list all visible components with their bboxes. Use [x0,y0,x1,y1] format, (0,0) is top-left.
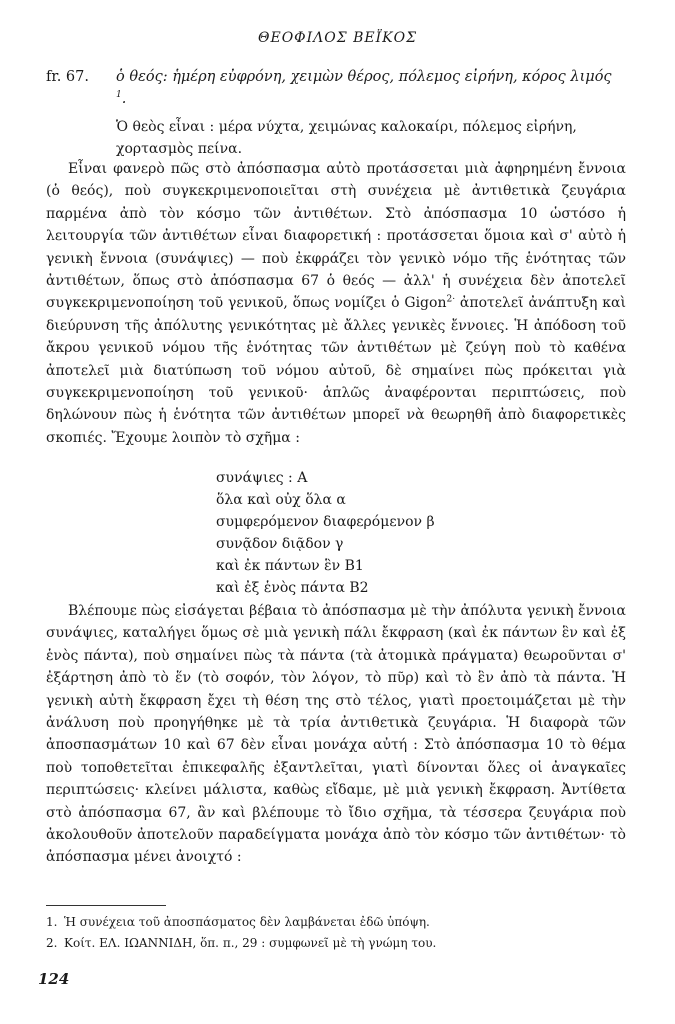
paragraph-1-text-a: Εἶναι φανερὸ πῶς στὸ ἀπόσπασμα αὐτὸ προτάσσεται μιὰ ἀφηρημένη ἔννοια (ὁ θεός), ποὺ συγκεκριμενοποιεῖται στὴ συνέχεια μὲ ἀντιθετικὰ ζευγάρια παρμένα ἀπὸ τὸν κόσμο τῶν ἀντιθέτων. Στὸ ἀπόσπασμα 10 ὡστόσο ἡ λειτουργία τῶν ἀντιθέτων εἶναι διαφορετική : προτάσσεται ὅμοια καὶ σ' αὐτὸ ἡ γενικὴ ἔννοια (συνάψιες) — ποὺ ἐκφράζει τὸν γενικὸ νόμο τῆς ἑνότητας τῶν ἀντιθέτων, ὅπως στὸ ἀπόσπασμα 67 ὁ θεός — ἀλλ' ἡ συνέχεια δὲν ἀποτελεῖ συγκεκριμενοποίηση τοῦ γενικοῦ, ὅπως νομίζει ὁ Gigon [46,161,626,312]
scheme-line: συμφερόμενον διαφερόμενον β [216,514,435,530]
scheme-line: συνάψιες : Α [216,470,308,486]
paragraph-1 [46,158,626,449]
footnote-text: Κοίτ. ΕΛ. ΙΩΑΝΝΙΔΗ, ὅπ. π., 29 : συμφωνεῖ μὲ τὴ γνώμη του. [64,936,437,950]
scheme-line: συνᾷδον διᾷδον γ [216,536,344,552]
paragraph-2-text: Βλέπουμε πὼς εἰσάγεται βέβαια τὸ ἀπόσπασμα μὲ τὴν ἀπόλυτα γενικὴ ἔννοια συνάψιες, καταλήγει ὅμως σὲ μιὰ γενικὴ πάλι ἔκφραση (καὶ ἐκ πάντων ἓν καὶ ἐξ ἑνὸς πάντα), ποὺ σημαίνει πὼς τὰ πάντα (τὰ ἀτομικὰ πράγματα) θεωροῦνται σ' ἐξάρτηση ἀπὸ τὸ ἕν (τὸ σοφόν, τὸν λόγον, τὸ πῦρ) καὶ τὸ ἓν ἀπὸ τὰ πάντα. Ἡ γενικὴ αὐτὴ ἔκφραση ἔχει τὴ θέση της στὸ τέλος, γιατὶ προετοιμάζεται μὲ τὴν ἀνάλυση ποὺ προηγήθηκε μὲ τὰ τρία ἀντιθετικὰ ζευγάρια. Ἡ διαφορὰ τῶν ἀποσπασμάτων 10 καὶ 67 δὲν εἶναι μονάχα αὐτή : Στὸ ἀπόσπασμα 10 τὸ θέμα ποὺ τοποθετεῖται ἐπικεφαλῆς ἐξαντλεῖται, γιατὶ δίνονται ὅλες οἱ ἀναγκαῖες περιπτώσεις· κλείνει μάλιστα, καθὼς εἴδαμε, μὲ μιὰ γενικὴ ἔκφραση. Ἀντίθετα στὸ ἀπόσπασμα 67, ἂν καὶ βλέπουμε τὸ ἴδιο σχῆμα, τὰ τέσσερα ζευγάρια ποὺ ἀκολουθοῦν ἀποτελοῦν παραδείγματα μονάχα ἀπὸ τὸν κόσμο τῶν ἀντιθέτων· τὸ ἀπόσπασμα μένει ἀνοιχτό : [46,603,626,866]
footnote-item [46,912,626,933]
fragment-greek: ὁ θεός: ἡμέρη εὐφρόνη, χειμὼν θέρος, πόλεμος εἰρήνη, κόρος λιμός $^1$. [116,69,612,107]
fragment-block [46,66,626,160]
paragraph-1-text-b: ἀποτελεῖ ἀνάπτυξη καὶ διεύρυνση τῆς ἀπόλυτης γενικότητας μὲ ἄλλες γενικὲς ἔννοιες. Ἡ ἀπόδοση τοῦ ἄκρου γενικοῦ νόμου τῆς ἑνότητας τῶν ἀντιθέτων μὲ ζεύγη ποὺ τὸ καθένα ἀποτελεῖ μιὰ διατύπωση τοῦ νόμου αὐτοῦ, δὲ σημαίνει πὼς πρόκειται γιὰ συγκεκριμενοποίηση τοῦ γενικοῦ· ἁπλῶς ἀναφέρονται περιπτώσεις, ποὺ δηλώνουν πὼς ἡ ἑνότητα τῶν ἀντιθέτων μπορεῖ νὰ θεωρηθῆ ἀπὸ διαφορετικὲς σκοπιές. Ἔχουμε λοιπὸν τὸ σχῆμα : [46,295,626,446]
scheme-line: ὅλα καὶ οὐχ ὅλα α [216,492,346,508]
page-number: 124 [38,970,70,988]
running-head: ΘΕΟΦΙΛΟΣ ΒΕΪΚΟΣ [258,30,417,46]
footnote-ref-1: 1 [116,90,122,101]
footnote-ref-2: 2· [446,294,456,305]
fragment-label: fr. 67. [46,69,89,85]
scheme-line: καὶ ἐξ ἑνὸς πάντα Β2 [216,580,369,596]
paragraph-2 [46,600,626,869]
scheme-list [216,467,435,599]
footnote-number: 1. [46,915,58,929]
fragment-greek-text: ὁ θεός: ἡμέρη εὐφρόνη, χειμὼν θέρος, πόλεμος εἰρήνη, κόρος λιμός [116,69,612,85]
scheme-line: καὶ ἐκ πάντων ἓν Β1 [216,558,364,574]
footnote-text: Ἡ συνέχεια τοῦ ἀποσπάσματος δὲν λαμβάνεται ἐδῶ ὑπόψη. [64,915,430,929]
fragment-translation: Ὁ θεὸς εἶναι : μέρα νύχτα, χειμώνας καλοκαίρι, πόλεμος εἰρήνη, χορτασμὸς πείνα. [116,119,577,157]
footnotes [46,912,626,954]
footnote-item [46,933,626,954]
footnote-divider [46,905,166,906]
footnote-number: 2. [46,936,58,950]
